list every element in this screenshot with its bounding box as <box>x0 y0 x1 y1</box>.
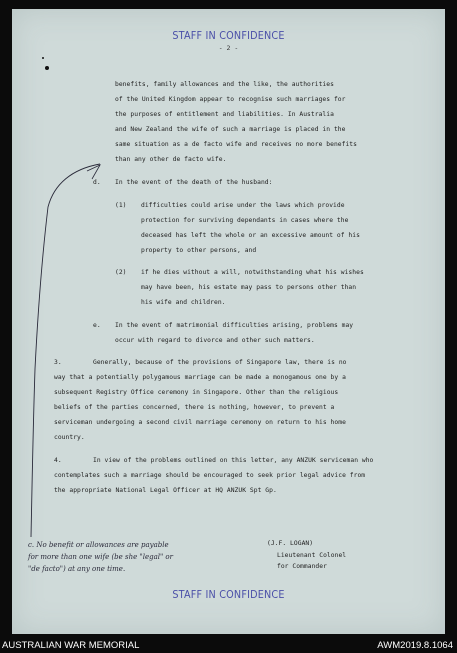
signatory-for: for Commander <box>277 563 327 570</box>
body-line: and New Zealand the wife of such a marriage is placed in the <box>115 126 346 133</box>
para-4-line: the appropriate National Legal Officer at HQ ANZUK Spt Gp. <box>54 487 277 494</box>
body-line: benefits, family allowances and the like, the authorities <box>115 81 334 88</box>
para-4-line: contemplates such a marriage should be encouraged to seek prior legal advice from <box>54 472 366 479</box>
para-marker-d: d. <box>93 179 101 186</box>
signatory-name: (J.F. LOGAN) <box>267 540 314 547</box>
handwritten-note-line: c. No benefit or allowances are payable <box>28 541 169 549</box>
para-e-line: occur with regard to divorce and other such matters. <box>115 337 315 344</box>
item-marker-2: (2) <box>115 269 127 276</box>
para-e-line: In the event of matrimonial difficulties arising, problems may <box>115 322 354 329</box>
handwritten-note-line: "de facto") at any one time. <box>28 565 126 573</box>
item-2-line: his wife and children. <box>141 299 226 306</box>
para-3-line: beliefs of the parties concerned, there is nothing, however, to prevent a <box>54 404 335 411</box>
archive-caption-left: AUSTRALIAN WAR MEMORIAL <box>2 640 140 651</box>
body-line: of the United Kingdom appear to recognise such marriages for <box>115 96 346 103</box>
item-1-line: deceased has left the whole or an excessive amount of his <box>141 232 360 239</box>
document-page <box>12 9 445 634</box>
para-3-line: subsequent Registry Office ceremony in Singapore. Other than the religious <box>54 389 339 396</box>
item-1-line: protection for surviving dependants in cases where the <box>141 217 349 224</box>
body-line: same situation as a de facto wife and receives no more benefits <box>115 141 357 148</box>
item-2-line: may have been, his estate may pass to persons other than <box>141 284 357 291</box>
para-marker-4: 4. <box>54 457 62 464</box>
page-number: - 2 - <box>218 44 239 52</box>
para-4-line: In view of the problems outlined on this letter, any ANZUK serviceman who <box>93 457 374 464</box>
signatory-rank: Lieutenant Colonel <box>277 552 347 559</box>
item-1-line: difficulties could arise under the laws which provide <box>141 202 345 209</box>
item-2-line: if he dies without a will, notwithstanding what his wishes <box>141 269 364 276</box>
para-3-line: serviceman undergoing a second civil marriage ceremony on return to his home <box>54 419 346 426</box>
footer-stamp: STAFF IN CONFIDENCE <box>172 589 285 601</box>
body-line: than any other de facto wife. <box>115 156 227 163</box>
para-d-text: In the event of the death of the husband: <box>115 179 273 186</box>
para-3-line: country. <box>54 434 85 441</box>
para-3-line: way that a potentially polygamous marriage can be made a monogamous one by a <box>54 374 346 381</box>
item-1-line: property to other persons, and <box>141 247 257 254</box>
handwritten-note-line: for more than one wife (be she "legal" or <box>28 553 173 561</box>
para-marker-e: e. <box>93 322 101 329</box>
item-marker-1: (1) <box>115 202 127 209</box>
para-3-line: Generally, because of the provisions of Singapore law, there is no <box>93 359 347 366</box>
body-line: the purposes of entitlement and liabilities. In Australia <box>115 111 334 118</box>
archive-caption-right: AWM2019.8.1064 <box>377 640 453 651</box>
header-stamp: STAFF IN CONFIDENCE <box>172 30 285 42</box>
para-marker-3: 3. <box>54 359 62 366</box>
